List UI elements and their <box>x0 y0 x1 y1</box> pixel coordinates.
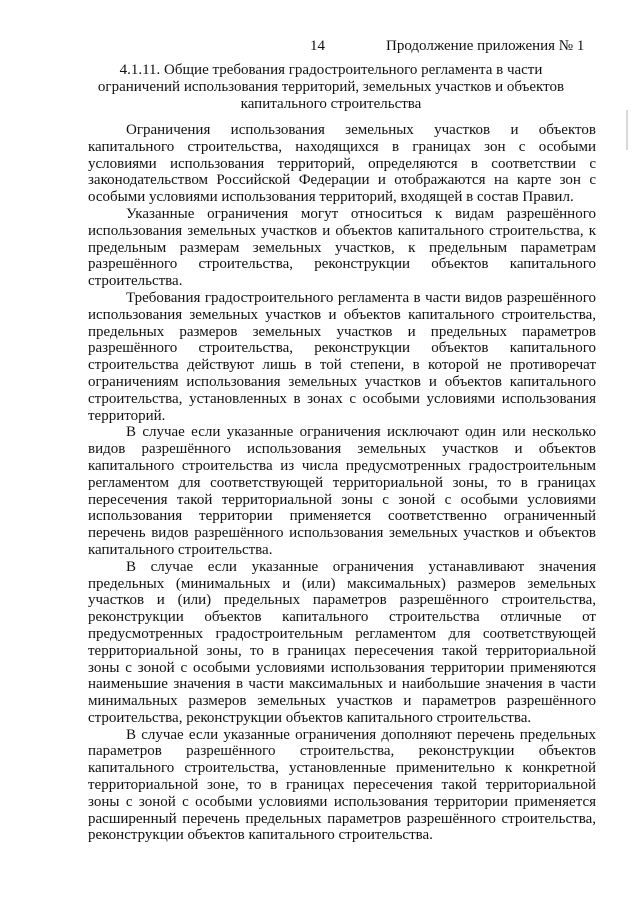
paragraph: В случае если указанные ограничения дополняют перечень предельных параметров разрешённого строительства, реконструкции объектов капитального строительства, установленные применительно к конкретной территориальной зоне, то в границах пересечения такой территориальной зоны с зоной с особыми условиями использования территории применяется расширенный перечень предельных параметров разрешённого строительства, реконструкции объектов капитального строительства. <box>88 726 596 844</box>
paragraph: В случае если указанные ограничения исключают один или несколько видов разрешённого использования земельных участков и объектов капитального строительства из числа предусмотренных градостроительным регламентом для соответствующей территориальной зоны, то в границах пересечения такой территориальной зоны с зоной с особыми условиями использования территории применяется соответственно ограниченный перечень видов разрешённого использования земельных участков и объектов капитального строительства. <box>88 424 596 558</box>
paragraph: Указанные ограничения могут относиться к видам разрешённого использования земельных участков и объектов капитального строительства, к предельным размерам земельных участков, к предельным параметрам разрешённого строительства, реконструкции объектов капитального строительства. <box>88 205 596 290</box>
section-title: 4.1.11. Общие требования градостроительного регламента в части ограничений использования территорий, земельных участков и объектов капитального строительства <box>97 62 565 112</box>
paragraph: Ограничения использования земельных участков и объектов капитального строительства, находящихся в границах зон с особыми условиями использования территорий, определяются в соответствии с законодательством Российской Федерации и отображаются на карте зон с особыми условиями использования территорий, входящей в состав Правил. <box>88 122 596 206</box>
scan-edge-mark <box>626 110 628 150</box>
body-text <box>88 122 596 844</box>
page-number: 14 <box>310 38 325 54</box>
paragraph: В случае если указанные ограничения устанавливают значения предельных (минимальных и (или) максимальных) размеров земельных участков и (или) предельных параметров разрешённого строительства, реконструкции объектов капитального строительства отличные от предусмотренных градостроительным регламентом для соответствующей территориальной зоны, то в границах пересечения такой территориальной зоны с зоной с особыми условиями использования территории применяются наименьшие значения в части максимальных и наибольшие значения в части минимальных размеров земельных участков и параметров разрешённого строительства, реконструкции объектов капитального строительства. <box>88 558 596 726</box>
continuation-header: Продолжение приложения № 1 <box>386 38 585 54</box>
paragraph: Требования градостроительного регламента в части видов разрешённого использования земельных участков и объектов капитального строительства, предельных размеров земельных участков и предельных параметров разрешённого строительства, реконструкции объектов капитального строительства действуют лишь в той степени, в которой не противоречат ограничениям использования земельных участков и объектов капитального строительства, установленных в зонах с особыми условиями использования территорий. <box>88 289 596 424</box>
